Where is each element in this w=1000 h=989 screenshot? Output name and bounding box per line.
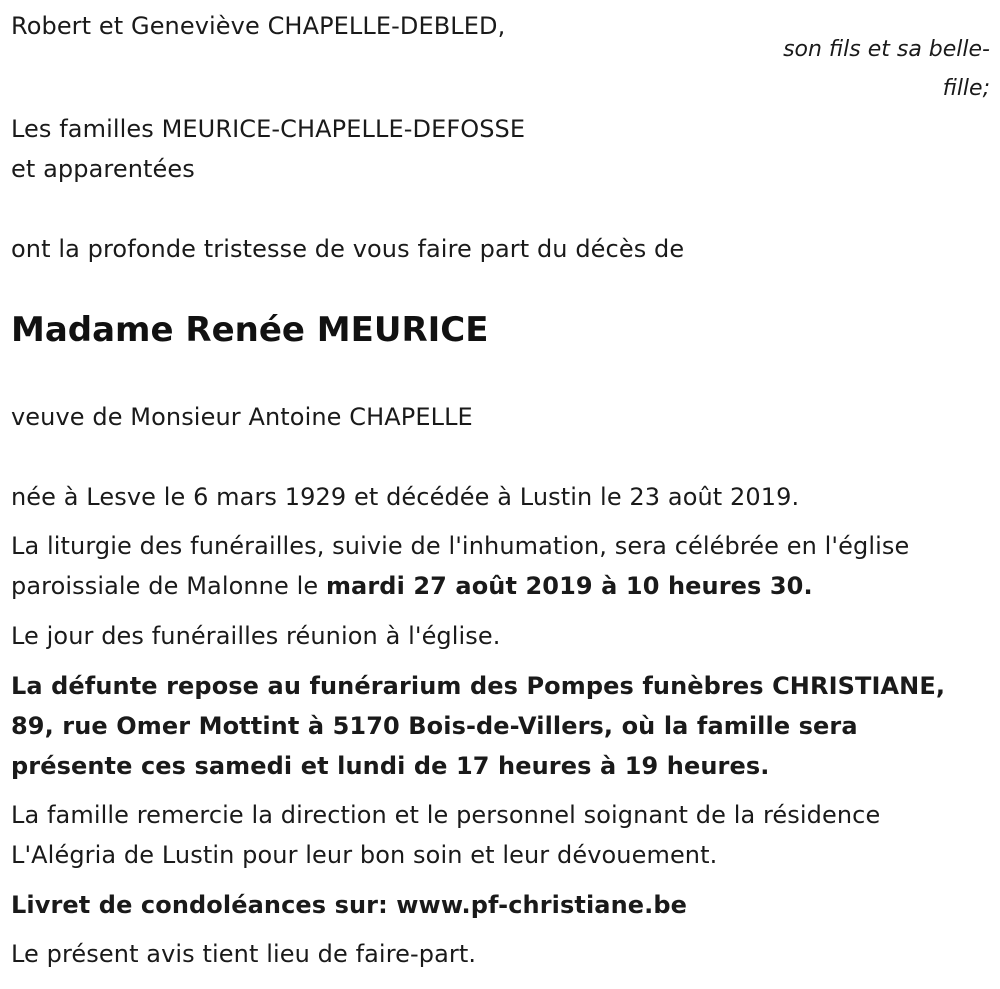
meeting-line: Le jour des funérailles réunion à l'église. xyxy=(11,622,501,650)
thanks-line-1: La famille remercie la direction et le personnel soignant de la résidence xyxy=(11,801,881,829)
birth-death-line: née à Lesve le 6 mars 1929 et décédée à Lustin le 23 août 2019. xyxy=(11,483,800,511)
family-line-1: Robert et Geneviève CHAPELLE-DEBLED, xyxy=(11,12,506,40)
announcement-line: ont la profonde tristesse de vous faire part du décès de xyxy=(11,235,685,263)
relation-line-2: fille; xyxy=(942,76,990,101)
repose-line-1: La défunte repose au funérarium des Pompes funèbres CHRISTIANE, xyxy=(11,672,946,700)
liturgy-line-2 xyxy=(11,566,813,606)
widow-of-line: veuve de Monsieur Antoine CHAPELLE xyxy=(11,403,473,431)
liturgy-date: mardi 27 août 2019 à 10 heures 30. xyxy=(325,572,813,600)
family-line-3: et apparentées xyxy=(11,155,195,183)
repose-line-3: présente ces samedi et lundi de 17 heures à 19 heures. xyxy=(11,752,770,780)
condolences-line: Livret de condoléances sur: www.pf-christiane.be xyxy=(11,891,688,919)
closing-line: Le présent avis tient lieu de faire-part. xyxy=(11,940,477,968)
thanks-line-2: L'Alégria de Lustin pour leur bon soin et leur dévouement. xyxy=(11,841,718,869)
liturgy-location: paroissiale de Malonne le xyxy=(11,572,326,600)
deceased-name: Madame Renée MEURICE xyxy=(11,310,489,350)
repose-line-2: 89, rue Omer Mottint à 5170 Bois-de-Villers, où la famille sera xyxy=(11,712,858,740)
family-line-2: Les familles MEURICE-CHAPELLE-DEFOSSE xyxy=(11,115,526,143)
relation-line-1: son fils et sa belle- xyxy=(783,37,990,62)
liturgy-line-1: La liturgie des funérailles, suivie de l'inhumation, sera célébrée en l'église xyxy=(11,532,910,560)
